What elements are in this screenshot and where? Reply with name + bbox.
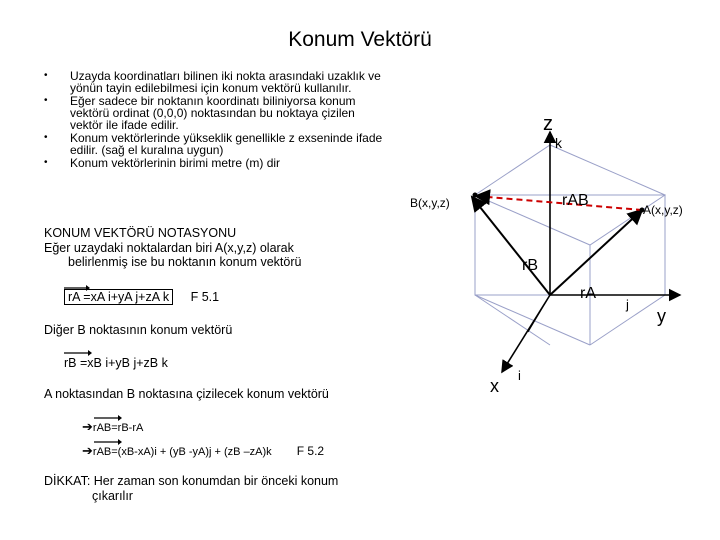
i-label: i xyxy=(518,368,521,383)
point-b-marker xyxy=(473,193,478,198)
rAB-label: rAB xyxy=(562,192,589,209)
box-edges xyxy=(475,145,665,345)
box-edge-inner xyxy=(475,295,550,345)
formula-ab2-text: rAB=(xB-xA)i + (yB -yA)j + (zB –zA)k xyxy=(92,446,272,458)
rAB-vector xyxy=(476,196,642,210)
vector-arrow-icon xyxy=(64,349,92,357)
bullet-text: Konum vektörlerinde yükseklik genellikle z exseninde ifade edilir. (sağ el kuralına uygun) xyxy=(70,131,383,157)
x-label: x xyxy=(490,376,499,396)
j-label: j xyxy=(626,297,629,312)
bullet-item xyxy=(44,70,384,94)
rB-label: rB xyxy=(522,257,538,274)
k-label: k xyxy=(555,135,562,151)
point-b-label: B(x,y,z) xyxy=(410,196,450,210)
vector-arrow-icon xyxy=(94,414,122,422)
bullet-list xyxy=(44,70,384,170)
vector-arrow-icon xyxy=(64,284,90,292)
bullet-item xyxy=(44,132,384,156)
notation-line2: belirlenmiş ise bu noktanın konum vektörü xyxy=(68,255,302,269)
notation-line1: Eğer uzaydaki noktalardan biri A(x,y,z) olarak xyxy=(44,241,294,255)
formula-number-5-1: F 5.1 xyxy=(190,290,220,304)
notation-heading: KONUM VEKTÖRÜ NOTASYONU xyxy=(44,226,237,240)
rB-vector xyxy=(472,197,550,295)
rA-vector xyxy=(550,210,642,295)
bullet-icon: • xyxy=(44,132,48,143)
arrow-right-icon: ➔ xyxy=(82,419,93,434)
b-intro: Diğer B noktasının konum vektörü xyxy=(44,323,233,337)
bullet-item xyxy=(44,95,384,131)
formula-number-5-2: F 5.2 xyxy=(296,444,325,458)
rA-label: rA xyxy=(580,285,596,302)
formula-b: rB =xB i+yB j+zB k xyxy=(64,356,168,370)
bullet-icon: • xyxy=(44,70,48,81)
point-a-label: A(x,y,z) xyxy=(643,203,683,217)
page-title: Konum Vektörü xyxy=(288,28,432,51)
bullet-text: Uzayda koordinatları bilinen iki nokta arasındaki uzaklık ve yönün tayin edilebilmesi için konum vektörü kullanılır. xyxy=(70,69,381,95)
vector-arrow-icon xyxy=(94,438,122,446)
y-label: y xyxy=(657,306,666,326)
formula-a: rA =xA i+yA j+zA k xyxy=(64,289,173,305)
position-vector-diagram xyxy=(410,100,710,400)
bullet-item xyxy=(44,157,384,169)
bullet-text: Eğer sadece bir noktanın koordinatı biliniyorsa konum vektörü ordinat (0,0,0) noktasından bu noktaya çizilen vektör ile ifade edilir. xyxy=(70,94,356,132)
bullet-text: Konum vektörlerinin birimi metre (m) dir xyxy=(70,156,281,170)
bullet-icon: • xyxy=(44,95,48,106)
formula-ab1 xyxy=(82,420,143,435)
axes xyxy=(502,132,680,372)
z-label: z xyxy=(543,113,553,135)
bullet-icon: • xyxy=(44,157,48,168)
dikkat-line2: çıkarılır xyxy=(92,489,133,503)
box-edge-bottom-left xyxy=(475,295,590,345)
unit-vectors xyxy=(528,270,618,332)
formula-ab2 xyxy=(82,444,324,459)
formula-ab1-text: rAB=rB-rA xyxy=(92,422,144,434)
dikkat-line1: DİKKAT: Her zaman son konumdan bir önceki konum xyxy=(44,474,339,488)
arrow-right-icon: ➔ xyxy=(82,443,93,458)
ab-intro: A noktasından B noktasına çizilecek konum vektörü xyxy=(44,387,329,401)
formula-a-box xyxy=(64,290,219,304)
